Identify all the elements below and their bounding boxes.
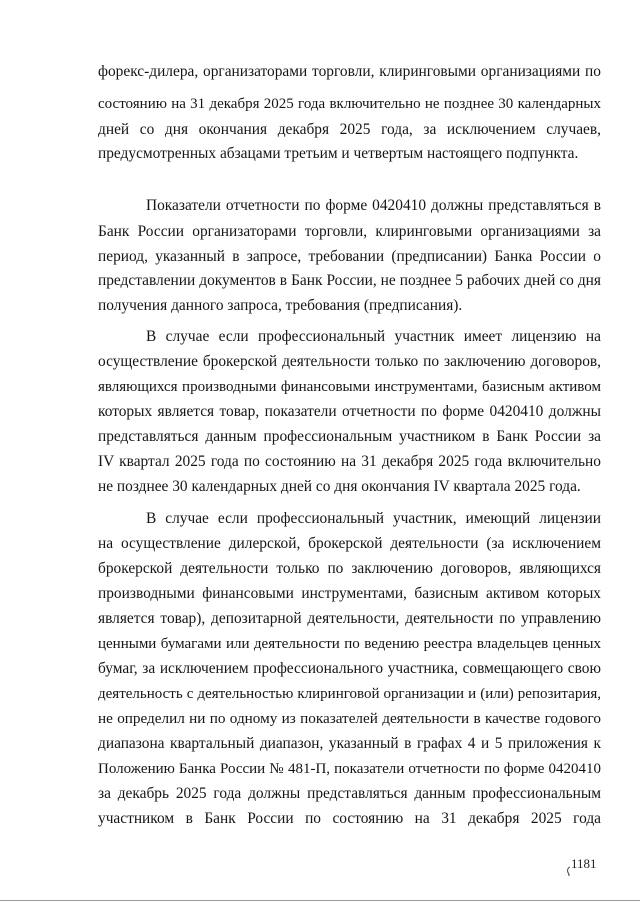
text-line: производными финансовыми инструментами, базисным активом которых — [98, 585, 601, 602]
text-line: не позднее 30 календарных дней со дня окончания IV квартала 2025 года. — [98, 478, 581, 495]
text-line: предусмотренных абзацами третьим и четвертым настоящего подпункта. — [98, 145, 579, 162]
text-line: бумаг, за исключением профессионального участника, совмещающего свою — [98, 660, 601, 677]
text-line: получения данного запроса, требования (предписания). — [98, 297, 463, 314]
text-line: В случае если профессиональный участник, имеющий лицензии — [146, 510, 601, 527]
page-bottom-edge — [0, 900, 640, 901]
text-line: форекс-дилера, организаторами торговли, клиринговыми организациями по — [98, 63, 601, 80]
text-line: осуществление брокерской деятельности только по заключению договоров, — [98, 353, 601, 370]
page-number: 1181 — [571, 856, 597, 871]
text-line: диапазона квартальный диапазон, указанный в графах 4 и 5 приложения к — [98, 735, 601, 752]
text-line: за декабрь 2025 года должны представляться данным профессиональным — [98, 785, 601, 802]
text-line: период, указанный в запросе, требовании (предписании) Банка России о — [98, 248, 601, 265]
text-line: брокерской деятельности только по заключению договоров, являющихся — [98, 560, 601, 577]
text-line: Положению Банка России № 481-П, показатели отчетности по форме 0420410 — [98, 761, 601, 777]
text-line: является товар), депозитарной деятельности, деятельности по управлению — [98, 610, 601, 627]
text-line: Банк России организаторами торговли, клиринговыми организациями за — [98, 223, 601, 240]
text-line: участником в Банк России по состоянию на 31 декабря 2025 года — [98, 810, 601, 827]
text-line: не определил ни по одному из показателей деятельности в качестве годового — [98, 710, 601, 727]
text-line: Показатели отчетности по форме 0420410 должны представляться в — [146, 197, 601, 214]
text-line: дней со дня окончания декабря 2025 года, за исключением случаев, — [98, 121, 601, 138]
text-line: на осуществление дилерской, брокерской деятельности (за исключением — [98, 535, 601, 552]
text-line: В случае если профессиональный участник имеет лицензию на — [146, 328, 601, 345]
text-line: представляться данным профессиональным участником в Банк России за — [98, 428, 601, 445]
text-line: являющихся производными финансовыми инструментами, базисным активом — [98, 379, 601, 395]
text-line: представлении документов в Банк России, не позднее 5 рабочих дней со дня — [98, 272, 601, 289]
text-line: состоянию на 31 декабря 2025 года включительно не позднее 30 календарных — [98, 96, 601, 112]
text-line: которых является товар, показатели отчетности по форме 0420410 должны — [98, 403, 601, 420]
text-line: IV квартал 2025 года по состоянию на 31 декабря 2025 года включительно — [98, 453, 601, 470]
text-line: ценными бумагами или деятельности по ведению реестра владельцев ценных — [98, 636, 601, 652]
text-line: деятельность с деятельностью клиринговой организации и (или) репозитария, — [98, 686, 601, 702]
